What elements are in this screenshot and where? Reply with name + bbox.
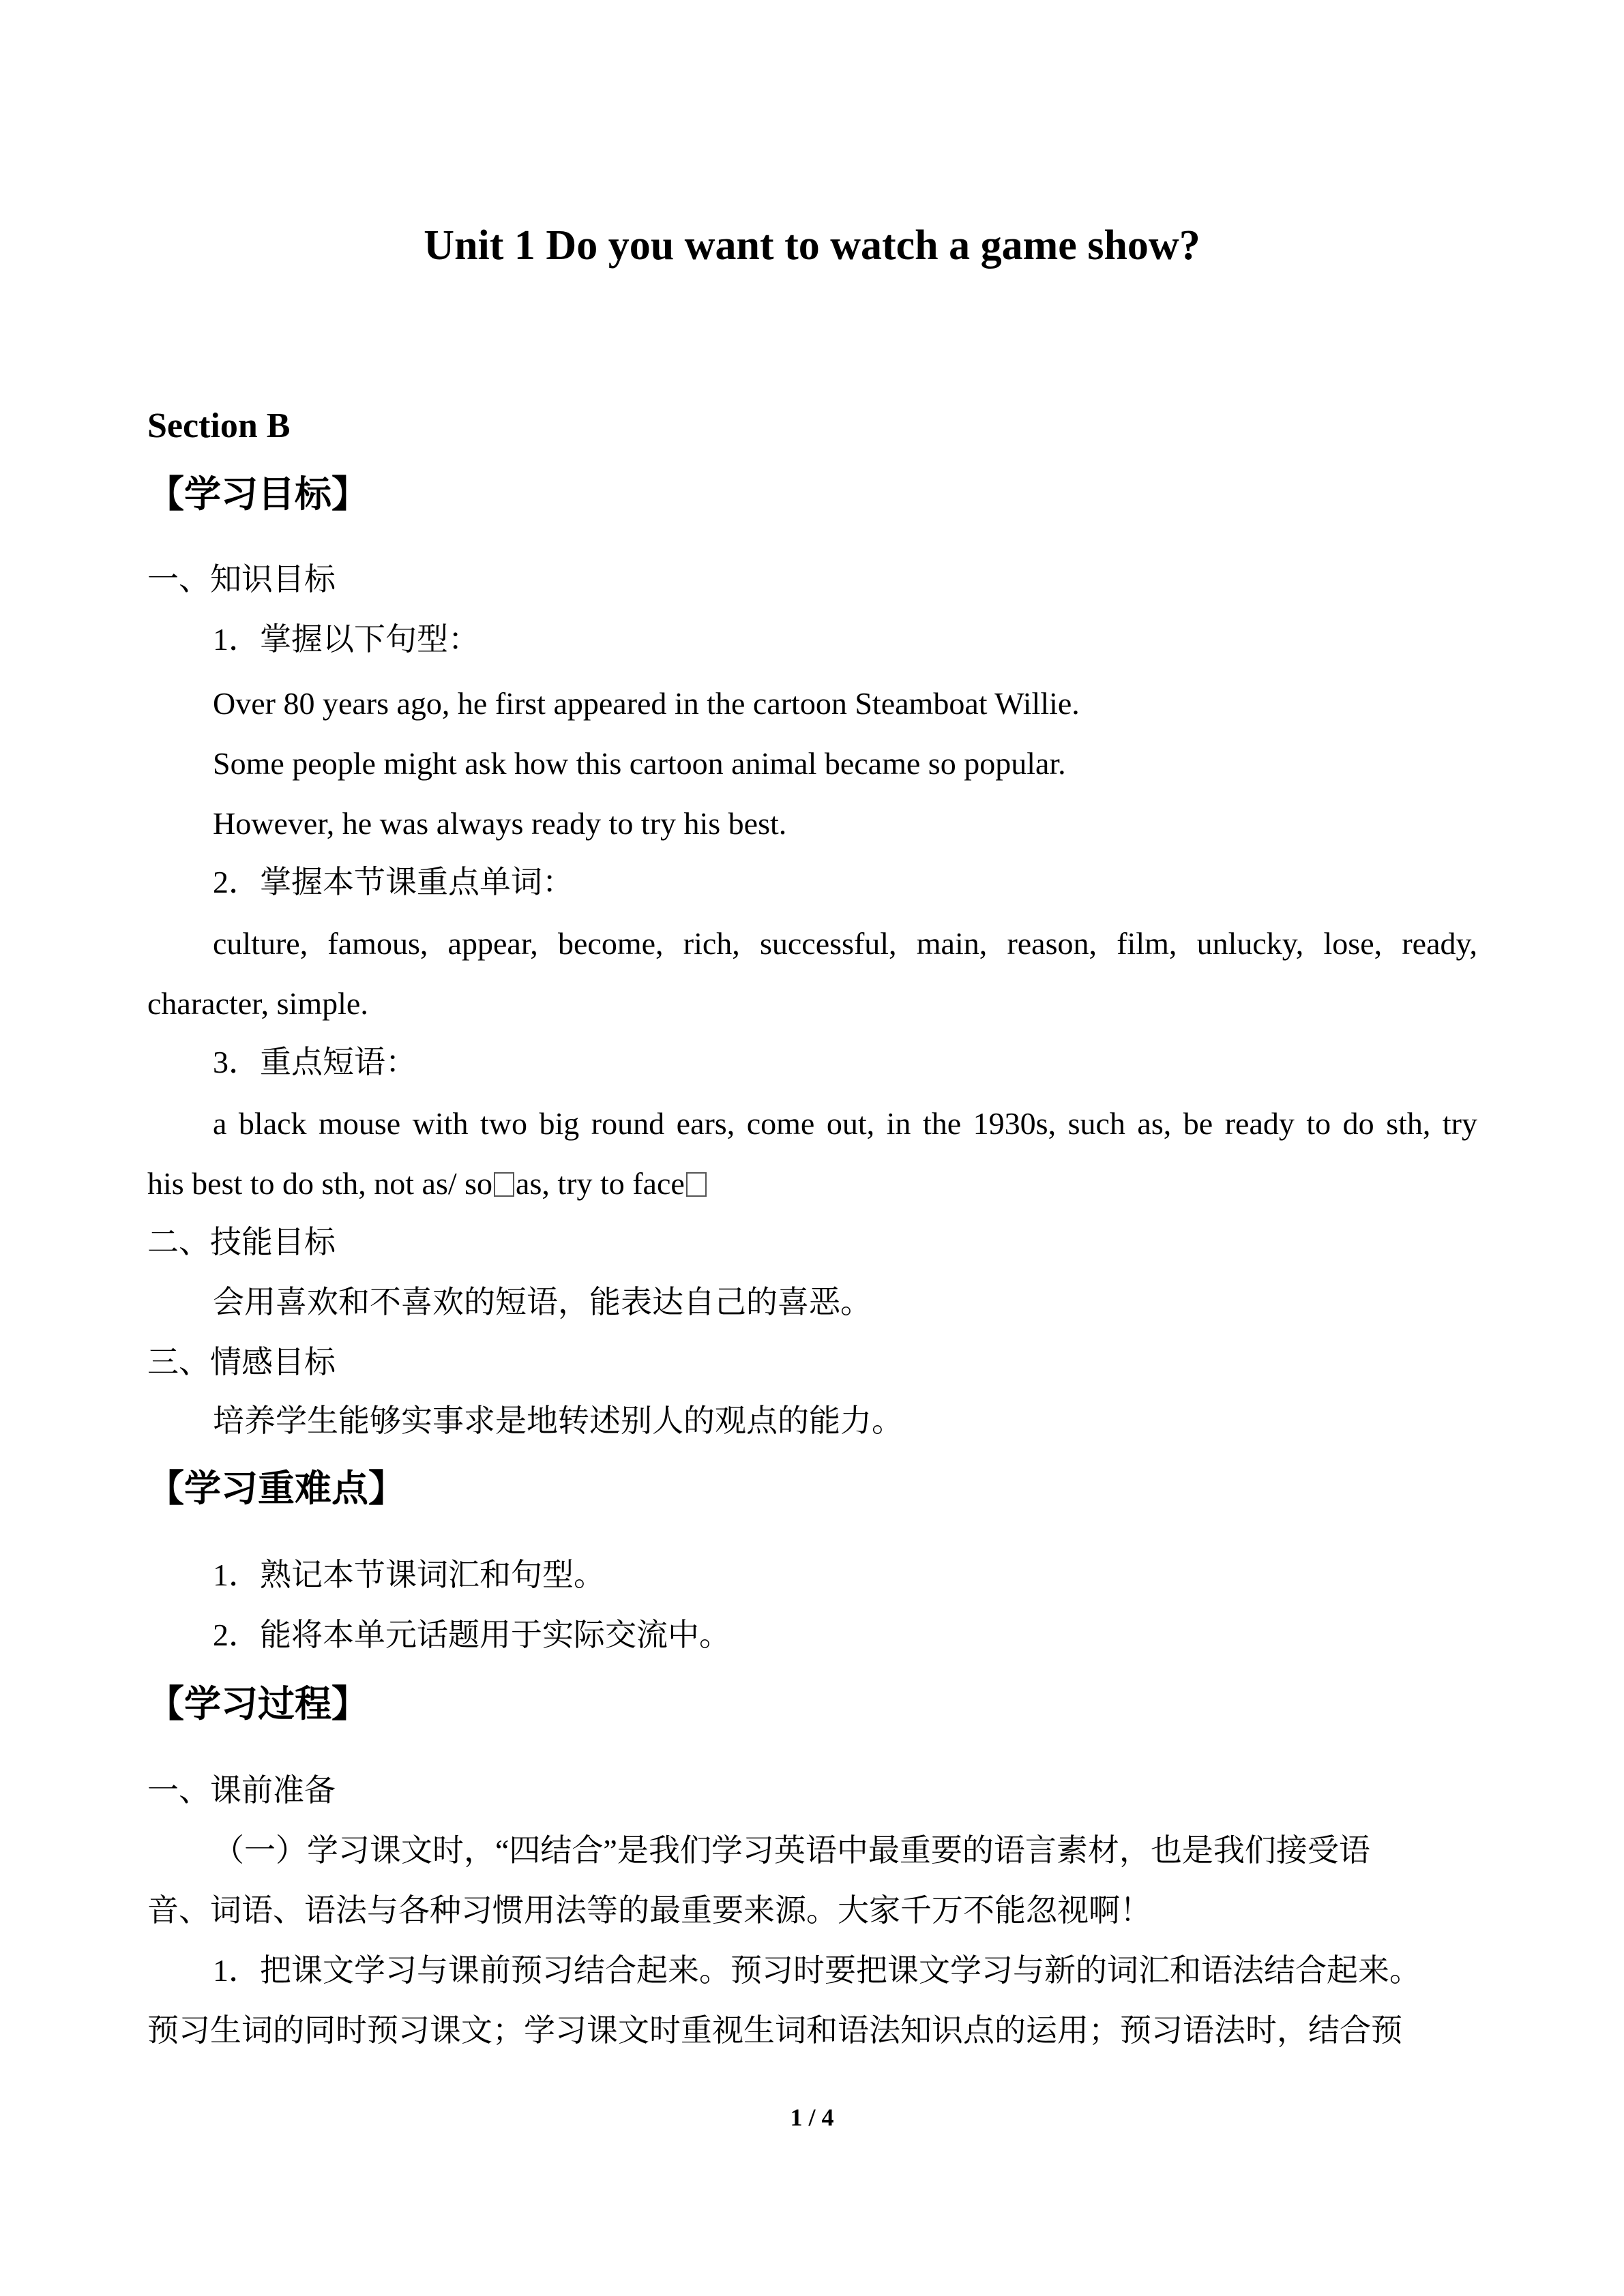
section-heading: Section B <box>147 406 291 445</box>
skill-heading: 二、技能目标 <box>147 1225 336 1259</box>
sentence-1: Over 80 years ago, he first appeared in the cartoon Steamboat Willie. <box>213 686 1080 721</box>
page-number: 1 / 4 <box>790 2104 834 2131</box>
process-heading: 【学习过程】 <box>147 1682 368 1725</box>
sentence-3: However, he was always ready to try his best. <box>213 806 787 841</box>
page-title: Unit 1 Do you want to watch a game show? <box>424 222 1200 269</box>
phrases-line-2 <box>147 1163 708 1204</box>
words-line-1: culture, famous, appear, become, rich, successful, main, reason, film, unlucky, lose, ready, <box>213 926 1477 961</box>
knowledge-item2-label: 2．掌握本节课重点单词： <box>213 865 574 899</box>
difficulty-item-1: 1．熟记本节课词汇和句型。 <box>213 1557 605 1592</box>
knowledge-heading: 一、知识目标 <box>147 562 336 597</box>
emotion-heading: 三、情感目标 <box>147 1345 336 1380</box>
sentence-2: Some people might ask how this cartoon animal became so popular. <box>213 746 1066 781</box>
process-para2-line2: 预习生词的同时预习课文；学习课文时重视生词和语法知识点的运用；预习语法时，结合预 <box>147 2013 1402 2048</box>
process-para1-line2: 音、词语、语法与各种习惯用法等的最重要来源。大家千万不能忽视啊！ <box>147 1893 1151 1928</box>
prep-heading: 一、课前准备 <box>147 1773 336 1808</box>
phrases-line-2-part-b: as, try to face <box>516 1166 685 1201</box>
knowledge-item3-label: 3．重点短语： <box>213 1045 417 1079</box>
process-para1-line1: （一）学习课文时，“四结合”是我们学习英语中最重要的语言素材，也是我们接受语 <box>213 1833 1370 1868</box>
difficulties-heading: 【学习重难点】 <box>147 1467 405 1510</box>
blank-box <box>686 1172 707 1197</box>
skill-text: 会用喜欢和不喜欢的短语，能表达自己的喜恶。 <box>213 1285 872 1320</box>
words-line-2: character, simple. <box>147 986 368 1021</box>
phrases-line-1: a black mouse with two big round ears, come out, in the 1930s, such as, be ready to do sth, try <box>213 1106 1477 1141</box>
objectives-heading: 【学习目标】 <box>147 473 368 516</box>
blank-box <box>494 1172 514 1197</box>
process-para2-line1: 1．把课文学习与课前预习结合起来。预习时要把课文学习与新的词汇和语法结合起来。 <box>213 1953 1421 1988</box>
emotion-text: 培养学生能够实事求是地转述别人的观点的能力。 <box>213 1403 903 1438</box>
difficulty-item-2: 2．能将本单元话题用于实际交流中。 <box>213 1617 730 1652</box>
phrases-line-2-part-a: his best to do sth, not as/ so <box>147 1166 493 1201</box>
knowledge-item1-label: 1．掌握以下句型： <box>213 622 479 657</box>
